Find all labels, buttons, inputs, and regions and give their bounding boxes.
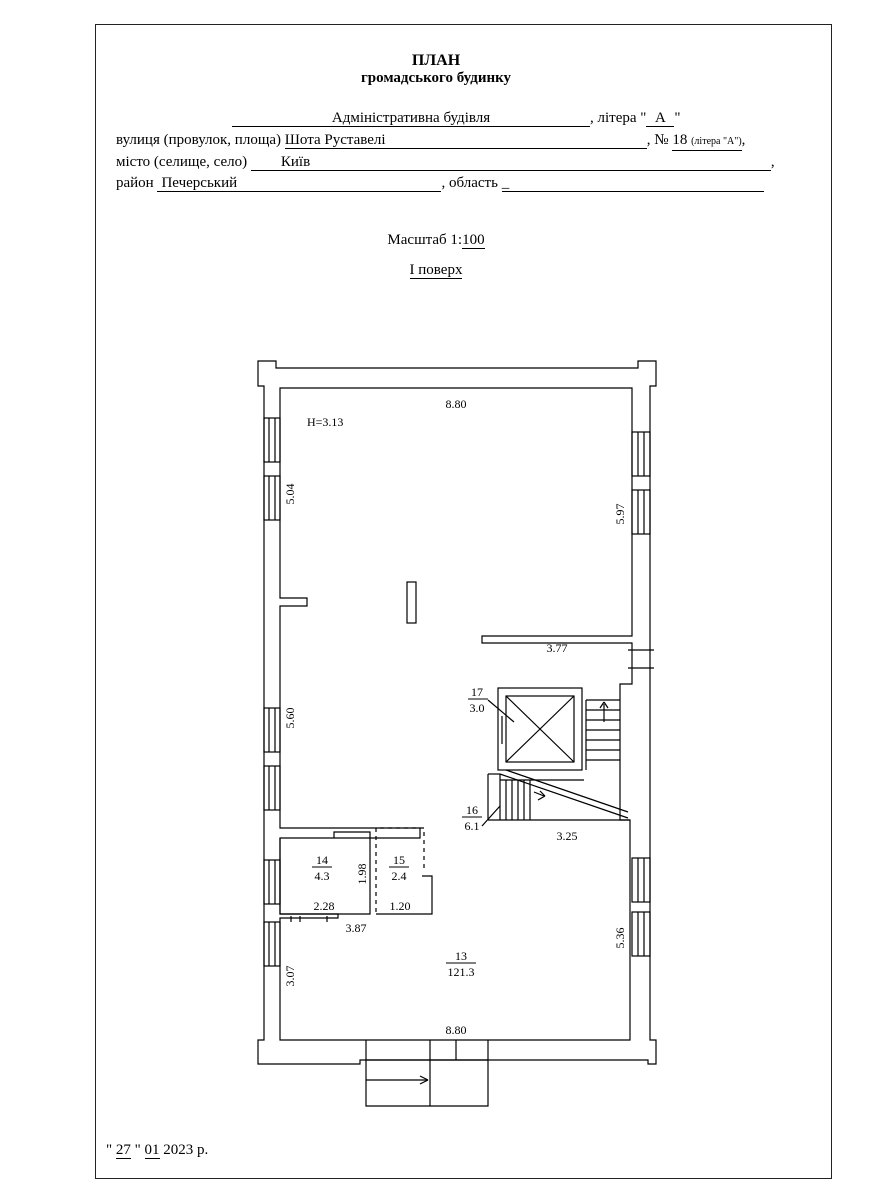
svg-text:16: 16 (466, 803, 478, 817)
svg-text:17: 17 (471, 685, 483, 699)
room-13-label (446, 949, 476, 979)
district-label: район (116, 175, 154, 191)
date-month: 01 (144, 1142, 160, 1158)
city-label: місто (селище, село) (116, 154, 248, 170)
dimension-labels (283, 397, 627, 1037)
elevator-shaft (498, 688, 582, 770)
number-field: 18 (літера "А") (672, 132, 741, 151)
date-year: 2023 р. (163, 1142, 209, 1158)
street-label: вулиця (провулок, площа) (116, 132, 282, 148)
district-field: Печерський (157, 175, 441, 192)
number-tail: , (741, 132, 746, 148)
dim-rooms-bottom: 3.87 (345, 921, 367, 935)
column (407, 582, 416, 623)
litera-label: , літера " (590, 110, 647, 126)
svg-text:4.3: 4.3 (314, 869, 330, 883)
dim-room14-width: 2.28 (313, 899, 335, 913)
document-date: " 27 " 01 2023 р. (106, 1142, 209, 1158)
room-16-leader (482, 806, 500, 826)
number-note: (літера "А") (691, 136, 742, 147)
dim-room15-width: 1.20 (389, 899, 411, 913)
svg-text:121.3: 121.3 (447, 965, 475, 979)
svg-text:15: 15 (393, 853, 405, 867)
document-subtitle: громадського будинку (360, 70, 512, 86)
dim-top-width: 8.80 (445, 397, 467, 411)
left-windows (264, 418, 280, 966)
dim-right-lower: 5.36 (613, 927, 627, 949)
dim-corridor-wall: 3.77 (546, 641, 568, 655)
document-title: ПЛАН (411, 52, 461, 69)
dim-left-lower: 3.07 (283, 965, 297, 987)
scale-value: 100 (462, 232, 485, 248)
number-label: , № (646, 132, 669, 148)
dim-stair-bottom: 3.25 (556, 829, 578, 843)
dim-bottom-width: 8.80 (445, 1023, 467, 1037)
dim-right-upper: 5.97 (613, 503, 627, 525)
region-label: , область (441, 175, 498, 191)
svg-text:14: 14 (316, 853, 328, 867)
scale-label: Масштаб 1:100 (387, 232, 485, 248)
room-17-leader (488, 700, 514, 722)
inner-wall (280, 388, 632, 1040)
ceiling-height-label: H=3.13 (307, 415, 344, 429)
date-day: 27 (115, 1142, 131, 1158)
litera-close: " (674, 110, 681, 126)
city-tail: , (770, 154, 775, 170)
region-field: _ (502, 175, 764, 192)
dim-left-upper: 5.04 (283, 483, 297, 505)
room-15-label (389, 853, 409, 883)
building-name-field: Адміністративна будівля (232, 110, 590, 127)
room-16-label (462, 803, 482, 833)
room-17-label (468, 685, 488, 715)
svg-text:13: 13 (455, 949, 467, 963)
entrance-porch (366, 1040, 488, 1106)
dimension-ticks (291, 916, 327, 922)
room-14-label (312, 853, 332, 883)
city-field: Київ (251, 154, 771, 171)
svg-text:3.0: 3.0 (469, 701, 485, 715)
floor-label: І поверх (409, 262, 463, 278)
svg-text:6.1: 6.1 (464, 819, 480, 833)
street-field: Шота Руставелі (285, 132, 647, 149)
dim-left-middle: 5.60 (283, 707, 297, 729)
dim-room14-height: 1.98 (355, 863, 369, 885)
litera-field: А (646, 110, 674, 127)
svg-text:2.4: 2.4 (391, 869, 407, 883)
